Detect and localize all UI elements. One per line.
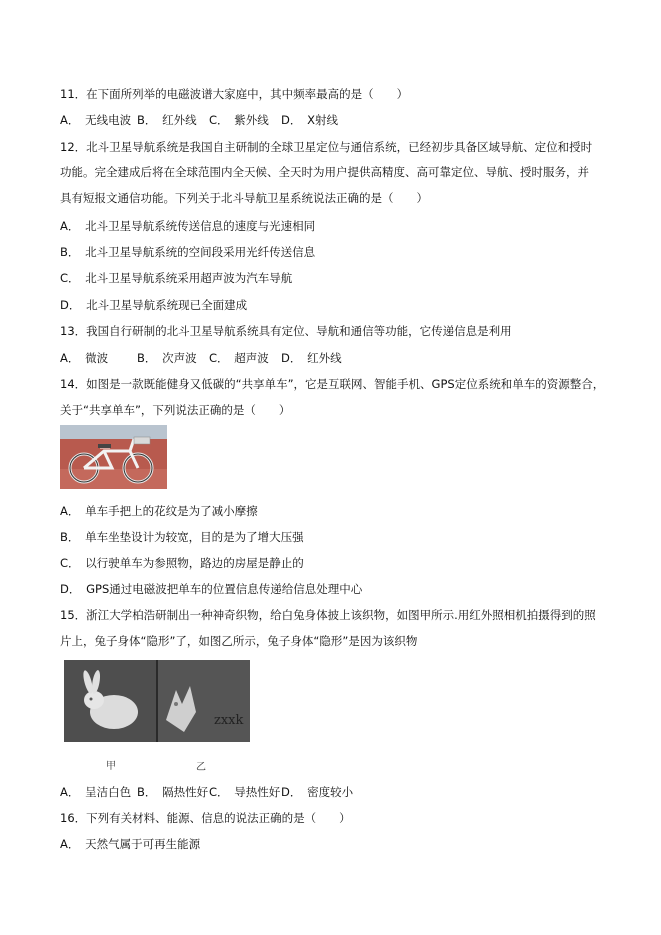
q12-stem-line-2: 功能。完全建成后将在全球范围内全天候、全天时为用户提供高精度、高可靠定位、导航、授时服务，并: [60, 165, 589, 179]
figure-label-yi: 乙: [196, 762, 206, 773]
q13-option-d: D． 红外线: [281, 351, 342, 365]
q15-stem-line-2: 片上，兔子身体“隐形”了，如图乙所示，兔子身体“隐形”是因为该织物: [60, 634, 418, 648]
shared-bike-photo: [60, 425, 167, 489]
q16-stem: 16．下列有关材料、能源、信息的说法正确的是（ ）: [60, 811, 351, 825]
q11-option-a: A． 无线电波: [60, 113, 132, 127]
q15-option-c: C． 导热性好: [209, 785, 281, 799]
watermark-zxxk: zxxk: [214, 713, 244, 728]
q13-option-b: B． 次声波: [137, 351, 197, 365]
q11-options: [60, 112, 338, 128]
q12-stem-line-3: 具有短报文通信功能。下列关于北斗导航卫星系统说法正确的是（ ）: [60, 191, 428, 205]
q12-option-a: A． 北斗卫星导航系统传送信息的速度与光速相同: [60, 219, 316, 233]
q15-option-a: A． 呈洁白色: [60, 785, 132, 799]
q14-option-b: B． 单车坐垫设计为较宽，目的是为了增大压强: [60, 530, 304, 544]
q11-option-c: C． 紫外线: [209, 113, 269, 127]
q15-option-d: D． 密度较小: [281, 785, 354, 799]
q11-option-d: D． X射线: [281, 113, 338, 127]
q11-option-b: B． 红外线: [137, 113, 197, 127]
q15-stem-line-1: 15．浙江大学柏浩研制出一种神奇织物，给白兔身体披上该织物，如图甲所示.用红外照相机拍摄得到的照: [60, 608, 596, 622]
q14-stem-line-2: 关于“共享单车”，下列说法正确的是（ ）: [60, 403, 291, 417]
q14-option-a: A． 单车手把上的花纹是为了减小摩擦: [60, 504, 258, 518]
q12-option-b: B． 北斗卫星导航系统的空间段采用光纤传送信息: [60, 245, 316, 259]
q14-option-c: C． 以行驶单车为参照物，路边的房屋是静止的: [60, 556, 304, 570]
q15-options: [60, 784, 353, 800]
q15-option-b: B． 隔热性好: [137, 785, 209, 799]
q12-option-d: D． 北斗卫星导航系统现已全面建成: [60, 298, 248, 312]
q12-option-c: C． 北斗卫星导航系统采用超声波为汽车导航: [60, 271, 293, 285]
q14-option-d: D． GPS通过电磁波把单车的位置信息传递给信息处理中心: [60, 582, 363, 596]
q14-stem-line-1: 14．如图是一款既能健身又低碳的“共享单车”，它是互联网、智能手机、GPS定位系统和单车的资源整合，: [60, 377, 605, 391]
q13-options: [60, 350, 342, 366]
q13-stem: 13．我国自行研制的北斗卫星导航系统具有定位、导航和通信等功能，它传递信息是利用: [60, 324, 512, 338]
q16-option-a: A． 天然气属于可再生能源: [60, 837, 201, 851]
q13-option-c: C． 超声波: [209, 351, 269, 365]
q11-stem: 11．在下面所列举的电磁波谱大家庭中，其中频率最高的是（ ）: [60, 87, 409, 101]
q12-stem-line-1: 12．北斗卫星导航系统是我国自主研制的全球卫星定位与通信系统，已经初步具备区域导航、定位和授时: [60, 140, 593, 154]
q13-option-a: A． 微波: [60, 351, 109, 365]
rabbit-infrared-figure: [64, 660, 250, 742]
figure-label-jia: 甲: [106, 761, 116, 772]
